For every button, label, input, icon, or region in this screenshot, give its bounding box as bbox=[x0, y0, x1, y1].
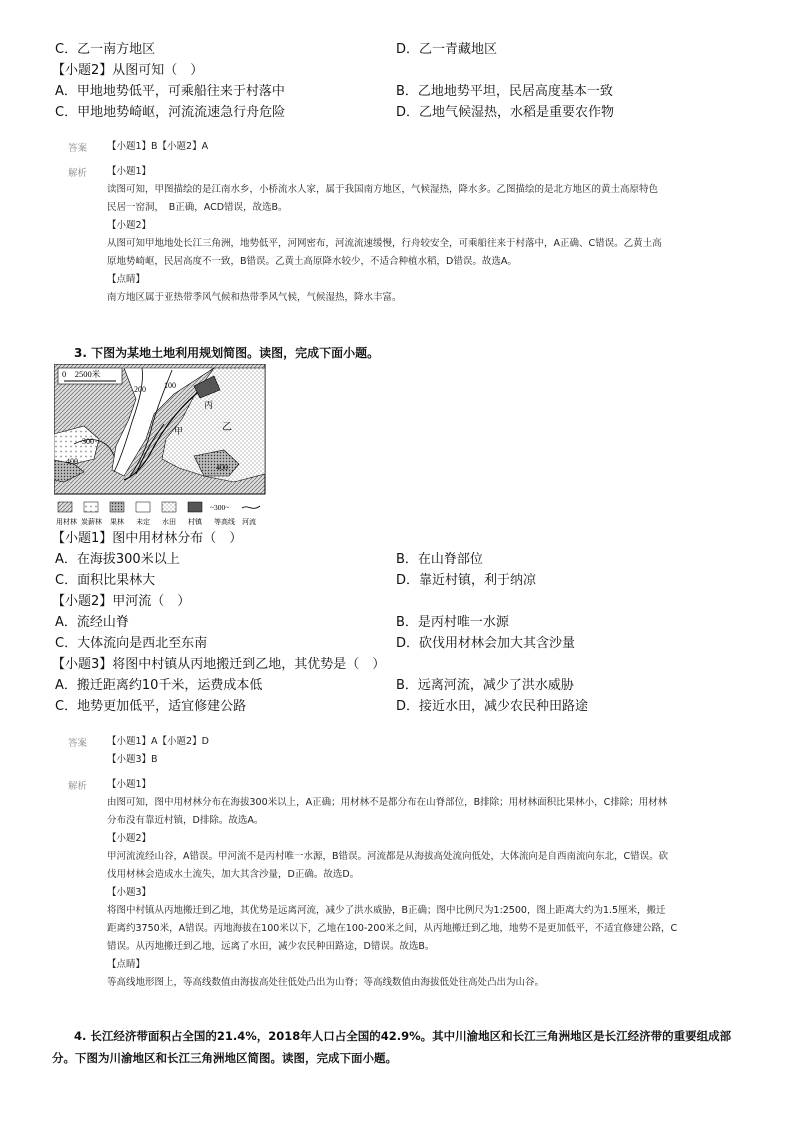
q2-answer-label: 答案 bbox=[68, 143, 88, 154]
q4-stem-line1: 4. 长江经济带面积占全国的21.4%，2018年人口占全国的42.9%。其中川渝地区和长江三角洲地区是长江经济带的重要组成部 bbox=[74, 1029, 732, 1043]
q3-analysis-line: 将图中村镇从丙地搬迁到乙地，其优势是远离河流，减少了洪水威胁，B正确；图中比例尺为1:2500，图上距离大约为1.5厘米，搬迁 bbox=[107, 905, 666, 916]
q3-sub1-title: 【小题1】图中用材林分布（ ） bbox=[52, 531, 243, 546]
q3-sub3-option-c[interactable]: C．地势更加低平，适宜修建公路 bbox=[55, 699, 247, 714]
q2-analysis-label: 解析 bbox=[68, 168, 88, 179]
q3-title: 3. 下图为某地土地利用规划简图。读图，完成下面小题。 bbox=[74, 346, 380, 360]
q3-analysis-line: 错误。从丙地搬迁到乙地，远离了水田，减少农民种田路途，D错误。故选B。 bbox=[107, 941, 435, 952]
legend-swatch-timber bbox=[58, 502, 72, 512]
place-jia: 甲 bbox=[174, 426, 184, 436]
legend-swatch-paddy bbox=[162, 502, 176, 512]
contour-label-400: 400 bbox=[66, 457, 78, 466]
q3-answer: 【小题1】A【小题2】D bbox=[107, 736, 209, 747]
contour-label-200: 200 bbox=[134, 385, 146, 394]
q2-analysis-line: 民居一窑洞， B正确，ACD错误，故选B。 bbox=[107, 202, 288, 213]
contour-label-400b: 400 bbox=[216, 463, 228, 472]
legend-label: 炭薪林 bbox=[81, 518, 102, 526]
q2-analysis-line: 从图可知甲地地处长江三角洲，地势低平，河网密布，河流流速缓慢，行舟较安全，可乘船往来于村落中，A正确、C错误。乙黄土高 bbox=[107, 238, 662, 249]
q2-analysis-line: 【小题1】 bbox=[107, 166, 152, 177]
q3-answer-label: 答案 bbox=[68, 738, 88, 749]
q3-sub3-title: 【小题3】将图中村镇从丙地搬迁到乙地，其优势是（ ） bbox=[52, 657, 386, 672]
q2-option-d[interactable]: D．乙一青藏地区 bbox=[396, 42, 498, 57]
q3-analysis-line: 【小题1】 bbox=[107, 779, 152, 790]
contour-label-100: 100 bbox=[164, 381, 176, 390]
legend-contour-sample: ~300~ bbox=[210, 503, 230, 512]
legend-label: 用材林 bbox=[56, 518, 77, 526]
q3-analysis-line: 【小题2】 bbox=[107, 833, 152, 844]
q3-sub3-option-b[interactable]: B．远离河流，减少了洪水威胁 bbox=[396, 678, 574, 693]
q3-sub2-option-d[interactable]: D．砍伐用材林会加大其含沙量 bbox=[396, 636, 576, 651]
q3-sub1-option-a[interactable]: A．在海拔300米以上 bbox=[55, 552, 180, 567]
q3-analysis-line: 【小题3】 bbox=[107, 887, 152, 898]
q2-analysis-line: 【点睛】 bbox=[107, 274, 146, 285]
q3-analysis-line: 距离约3750米，A错误。丙地海拔在100米以下，乙地在100-200米之间，从丙地搬迁到乙地，地势不是更加低平，不适宜修建公路，C bbox=[107, 923, 678, 934]
legend-swatch-village bbox=[188, 502, 202, 512]
q3-sub3-option-d[interactable]: D．接近水田，减少农民种田路途 bbox=[396, 699, 589, 714]
q2-sub2-option-d[interactable]: D．乙地气候湿热，水稻是重要农作物 bbox=[396, 105, 615, 120]
map-legend bbox=[56, 502, 260, 526]
legend-label: 未定 bbox=[136, 518, 150, 526]
q3-sub3-option-a[interactable]: A．搬迁距离约10千米，运费成本低 bbox=[55, 678, 263, 693]
q2-sub2-option-a[interactable]: A．甲地地势低平，可乘船往来于村落中 bbox=[55, 84, 285, 99]
q3-sub2-title: 【小题2】甲河流（ ） bbox=[52, 594, 191, 609]
q2-analysis-line: 南方地区属于亚热带季风气候和热带季风气候，气候湿热，降水丰富。 bbox=[107, 292, 402, 303]
legend-swatch-fuelwood bbox=[84, 502, 98, 512]
q3-analysis-line: 由图可知，图中用材林分布在海拔300米以上，A正确；用材林不是都分布在山脊部位，B排除；用材林面积比果林小，C排除；用材林 bbox=[107, 797, 668, 808]
q3-sub2-option-c[interactable]: C．大体流向是西北至东南 bbox=[55, 636, 208, 651]
q3-analysis-line: 【点睛】 bbox=[107, 959, 146, 970]
legend-label: 水田 bbox=[162, 518, 176, 526]
contour-label-300: 300 bbox=[82, 437, 94, 446]
legend-swatch-undetermined bbox=[136, 502, 150, 512]
q3-sub1-option-c[interactable]: C．面积比果林大 bbox=[55, 573, 156, 588]
q2-sub2-option-b[interactable]: B．乙地地势平坦，民居高度基本一致 bbox=[396, 84, 613, 99]
place-bing: 丙 bbox=[204, 400, 214, 410]
q3-analysis-line: 等高线地形图上，等高线数值由海拔高处往低处凸出为山脊；等高线数值由海拔低处往高处凸出为山谷。 bbox=[107, 977, 545, 988]
q3-sub2-option-b[interactable]: B．是丙村唯一水源 bbox=[396, 615, 509, 630]
q2-answer: 【小题1】B【小题2】A bbox=[107, 141, 209, 152]
q2-analysis-line: 【小题2】 bbox=[107, 220, 152, 231]
q3-analysis-label: 解析 bbox=[68, 781, 88, 792]
q3-analysis-line: 甲河流流经山谷，A错误。甲河流不是丙村唯一水源，B错误。河流都是从海拔高处流向低处，大体流向是自西南流向东北，C错误。砍 bbox=[107, 851, 669, 862]
q2-analysis-line: 读图可知，甲图描绘的是江南水乡，小桥流水人家，属于我国南方地区，气候湿热，降水多。乙图描绘的是北方地区的黄土高原特色 bbox=[107, 184, 659, 195]
q2-sub2-option-c[interactable]: C．甲地地势崎岖，河流流速急行舟危险 bbox=[55, 105, 286, 120]
place-yi: 乙 bbox=[222, 422, 232, 433]
legend-label: 河流 bbox=[242, 518, 256, 526]
q2-sub2-title: 【小题2】从图可知（ ） bbox=[52, 63, 204, 78]
legend-river-sample bbox=[242, 506, 260, 508]
q3-sub1-option-d[interactable]: D．靠近村镇，利于纳凉 bbox=[396, 573, 537, 588]
q4-stem-line2: 分。下图为川渝地区和长江三角洲地区简图。读图，完成下面小题。 bbox=[52, 1051, 397, 1065]
legend-label: 果林 bbox=[110, 518, 124, 526]
q2-option-c[interactable]: C．乙一南方地区 bbox=[55, 42, 156, 57]
legend-label: 等高线 bbox=[214, 518, 235, 526]
q3-sub1-option-b[interactable]: B．在山脊部位 bbox=[396, 552, 483, 567]
q3-analysis-line: 分布没有靠近村镇，D排除。故选A。 bbox=[107, 815, 264, 826]
legend-swatch-orchard bbox=[110, 502, 124, 512]
scale-label: 0 2500米 bbox=[62, 369, 101, 379]
q2-analysis-line: 原地势崎岖，民居高度不一致，B错误。乙黄土高原降水较少，不适合种植水稻，D错误。故选A。 bbox=[107, 256, 517, 267]
q3-sub2-option-a[interactable]: A．流经山脊 bbox=[55, 615, 129, 630]
q3-analysis-line: 伐用材林会造成水土流失，加大其含沙量，D正确。故选D。 bbox=[107, 869, 360, 880]
q3-answer: 【小题3】B bbox=[107, 754, 158, 765]
land-use-map bbox=[54, 364, 269, 534]
legend-label: 村镇 bbox=[188, 518, 202, 526]
